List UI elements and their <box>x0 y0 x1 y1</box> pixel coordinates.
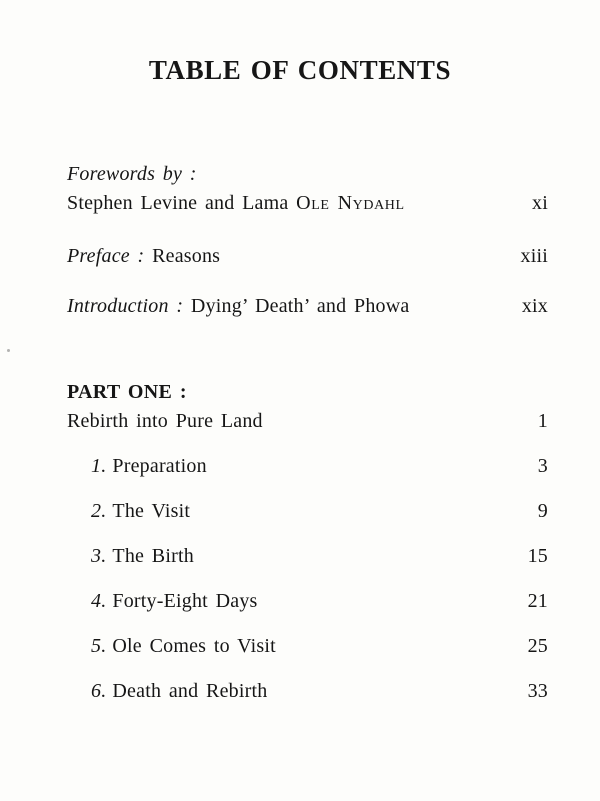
introduction-title: Dying’ Death’ and Phowa <box>190 295 410 317</box>
toc-chapter-row <box>67 452 548 481</box>
forewords-label: Forewords by : <box>67 163 197 185</box>
preface-text <box>67 242 220 271</box>
introduction-text <box>67 292 409 321</box>
chapter-number: 6. <box>91 680 107 702</box>
chapter-number: 4. <box>91 590 107 612</box>
toc-part-one <box>67 378 548 436</box>
preface-page-number: xiii <box>520 245 548 267</box>
part-one-page-number: 1 <box>537 410 548 432</box>
chapter-title: The Visit <box>112 500 191 522</box>
forewords-authors-prefix: Stephen Levine and Lama <box>67 192 297 214</box>
chapter-title: The Birth <box>112 545 194 567</box>
preface-title: Reasons <box>152 245 221 267</box>
part-one-subtitle-line <box>67 407 548 436</box>
toc-content <box>67 160 548 706</box>
chapter-number: 3. <box>91 545 107 567</box>
forewords-authors <box>67 189 405 218</box>
chapter-number: 5. <box>91 635 107 657</box>
toc-chapter-row <box>67 632 548 661</box>
chapter-text <box>91 587 258 616</box>
part-one-subtitle: Rebirth into Pure Land <box>67 410 263 432</box>
chapter-text <box>91 452 207 481</box>
chapter-number: 1. <box>91 455 107 477</box>
chapter-page-number: 15 <box>527 545 548 567</box>
toc-chapter-row <box>67 677 548 706</box>
part-one-heading: PART ONE : <box>67 381 187 403</box>
chapter-text <box>91 677 267 706</box>
toc-chapter-row <box>67 542 548 571</box>
chapter-text <box>91 542 194 571</box>
chapter-title: Ole Comes to Visit <box>112 635 276 657</box>
chapter-page-number: 33 <box>527 680 548 702</box>
chapter-title: Death and Rebirth <box>112 680 268 702</box>
chapter-number: 2. <box>91 500 107 522</box>
chapter-title: Preparation <box>112 455 207 477</box>
toc-page <box>0 52 600 801</box>
scan-speck <box>7 349 10 352</box>
toc-entry-introduction <box>67 292 548 321</box>
forewords-label-line <box>67 160 548 189</box>
chapter-page-number: 25 <box>527 635 548 657</box>
chapter-text <box>91 497 190 526</box>
toc-entry-preface <box>67 242 548 271</box>
toc-chapter-row <box>67 587 548 616</box>
chapter-page-number: 3 <box>537 455 548 477</box>
chapter-page-number: 21 <box>527 590 548 612</box>
forewords-page-number: xi <box>532 192 548 214</box>
preface-label: Preface : <box>67 245 145 267</box>
toc-chapter-row <box>67 497 548 526</box>
introduction-page-number: xix <box>521 295 548 317</box>
forewords-authors-smallcaps: Ole Nydahl <box>296 192 405 214</box>
chapter-page-number: 9 <box>537 500 548 522</box>
chapter-text <box>91 632 276 661</box>
page-title: TABLE OF CONTENTS <box>148 55 452 85</box>
introduction-label: Introduction : <box>67 295 184 317</box>
chapter-title: Forty-Eight Days <box>112 590 258 612</box>
forewords-authors-line <box>67 189 548 218</box>
toc-entry-forewords <box>67 160 548 218</box>
